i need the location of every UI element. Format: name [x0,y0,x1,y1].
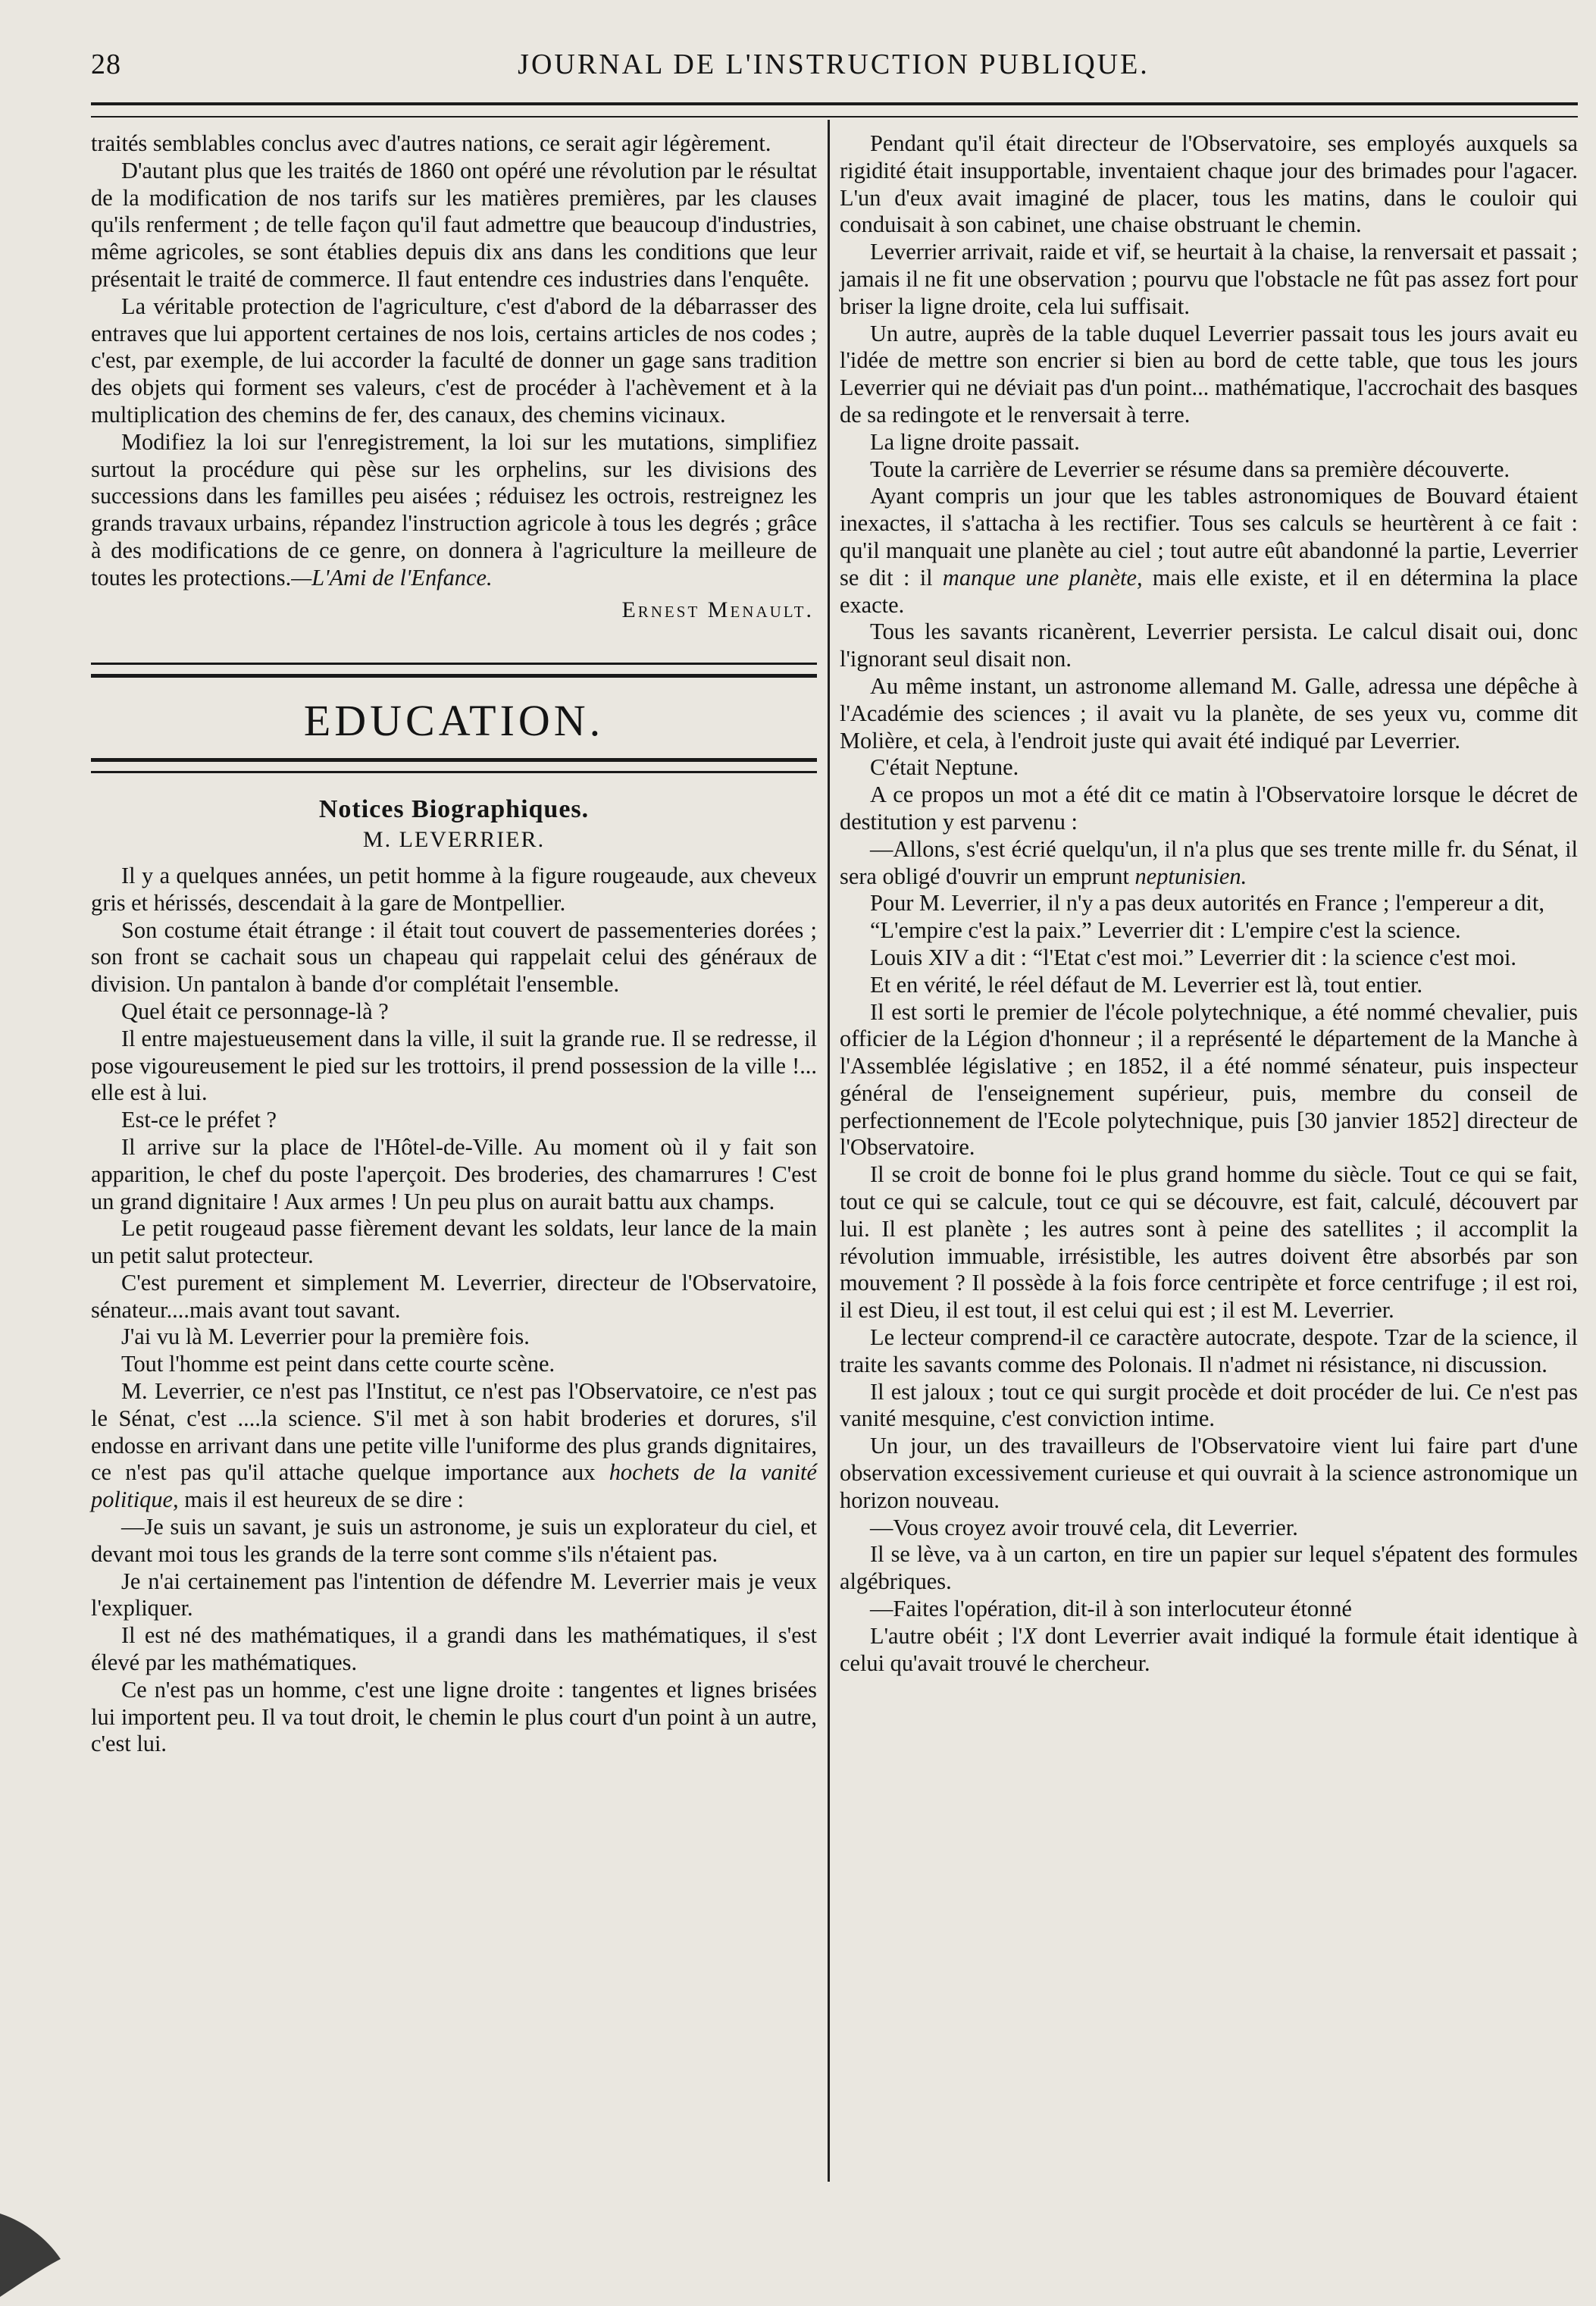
paragraph: Pendant qu'il était directeur de l'Observatoire, ses employés auxquels sa rigidité était insupportable, inventaient chaque jour des brimades pour l'agacer. L'un d'eux avait imaginé de placer, tous les matins, dans le couloir qui conduisait à son cabinet, une chaise obstruant le chemin. [840,130,1578,238]
paragraph: Il est sorti le premier de l'école polytechnique, a été nommé chevalier, puis officier de la Légion d'honneur ; il a représenté le département de la Manche à l'Assemblée législative ; en 1852, il a été nommé sénateur, puis inspecteur général de l'enseignement supérieur, puis, membre du conseil de perfectionnement de l'Ecole polytechnique, puis [30 janvier 1852] directeur de l'Observatoire. [840,998,1578,1161]
header-double-rule [91,102,1578,117]
paragraph: Toute la carrière de Leverrier se résume dans sa première découverte. [870,456,1510,482]
paragraph-text: mais elle existe, et il en détermina la place exacte. [840,564,1578,618]
paragraph: Un jour, un des travailleurs de l'Observatoire vient lui faire part d'une observation excessivement curieuse et qui ouvrait à la science astronomique un horizon nouveau. [840,1433,1578,1513]
paragraph: C'était Neptune. [870,754,1019,781]
italic-phrase: X [1022,1622,1037,1649]
paragraph: Louis XIV a dit : “l'Etat c'est moi.” Leverrier dit : la science c'est moi. [870,944,1517,970]
italic-phrase: manque une planète, [942,564,1143,591]
page-header [91,42,1576,87]
paragraph: Tous les savants ricanèrent, Leverrier persista. Le calcul disait oui, donc l'ignorant seul disait non. [840,619,1578,672]
section-separator [91,663,817,678]
paragraph: Le petit rougeaud passe fièrement devant les soldats, leur lance de la main un petit salut protecteur. [91,1215,817,1269]
paragraph: “L'empire c'est la paix.” Leverrier dit : L'empire c'est la science. [870,917,1461,944]
italic-phrase: neptunisien. [1134,863,1247,889]
paragraph [91,429,817,592]
paragraph: Il entre majestueusement dans la ville, il suit la grande rue. Il se redresse, il pose vigoureusement le pied sur les trottoirs, il prend possession de la ville !... elle est à lui. [91,1025,817,1106]
paragraph: Au même instant, un astronome allemand M. Galle, adressa une dépêche à l'Académie des sciences ; il avait vu la planète, de ses yeux vu, comme dit Molière, et cela, à l'endroit juste qui avait été indiqué par Leverrier. [840,672,1578,754]
right-column [840,130,1578,1677]
paragraph: Il se lève, va à un carton, en tire un papier sur lequel s'épatent des formules algébriques. [840,1541,1578,1595]
paragraph-text: dont Leverrier avait indiqué la formule était identique à celui qu'avait trouvé le chercheur. [840,1622,1578,1676]
article-subheading: M. LEVERRIER. [362,827,546,853]
left-column [91,130,817,1758]
author-signature: Ernest Menault. [621,597,814,622]
paragraph: Il y a quelques années, un petit homme à la figure rougeaude, aux cheveux gris et hérissés, descendait à la gare de Montpellier. [91,862,817,916]
section-separator [91,758,817,773]
paragraph: Tout l'homme est peint dans cette courte scène. [121,1351,555,1377]
paragraph: Et en vérité, le réel défaut de M. Leverrier est là, tout entier. [870,971,1423,998]
running-title: JOURNAL DE L'INSTRUCTION PUBLIQUE. [518,49,1150,80]
paragraph [91,1378,817,1514]
paragraph: D'autant plus que les traités de 1860 ont opéré une révolution par le résultat de la modification de nos tarifs sur les matières premières, par les clauses qu'ils renferment ; de telle façon qu'il faut admettre que beaucoup d'industries, même agricoles, se sont établies depuis dix ans dans les conditions que leur présentait le traité de commerce. Il faut entendre ces industries dans l'enquête. [91,157,817,292]
paragraph: Il se croit de bonne foi le plus grand homme du siècle. Tout ce qui se fait, tout ce qui se calcule, tout ce qui se découvre, est fait, calculé, découvert par lui. Il est planète ; les autres sont à peine des satellites ; il accomplit la révolution immuable, irrésistible, les autres doivent être absorbés par son mouvement ? Il possède à la fois force centripète et force centrifuge ; il est roi, il est Dieu, il est tout, il est celui qui est ; il est M. Leverrier. [840,1161,1578,1324]
paragraph-text: mais il est heureux de se dire : [184,1487,465,1513]
paragraph: Quel était ce personnage-là ? [121,998,389,1024]
paragraph: —Je suis un savant, je suis un astronome, je suis un explorateur du ciel, et devant moi tous les grands de la terre sont comme s'ils n'étaient pas. [91,1514,817,1567]
paragraph: —Faites l'opération, dit-il à son interlocuteur étonné [870,1596,1352,1622]
source-citation: —L'Ami de l'Enfance. [291,564,493,591]
paragraph: A ce propos un mot a été dit ce matin à l'Observatoire lorsque le décret de destitution y est parvenu : [840,782,1578,835]
paragraph [840,483,1578,619]
paragraph: Un autre, auprès de la table duquel Leverrier passait tous les jours avait eu l'idée de mettre son encrier si bien au bord de cette table, que tous les jours Leverrier qui ne déviait pas d'un point... mathématique, l'accrochait des basques de sa redingote et le renversait à terre. [840,320,1578,428]
paragraph-text: L'autre obéit ; l' [870,1622,1023,1649]
paragraph: Son costume était étrange : il était tout couvert de passementeries dorées ; son front se cachait sous un chapeau qui rappelait celui des généraux de division. Un pantalon à bande d'or complétait l'ensemble. [91,916,817,998]
paragraph [840,1623,1578,1678]
italic-phrase: hochets de la vanité politique, [91,1459,817,1513]
paragraph: Il arrive sur la place de l'Hôtel-de-Ville. Au moment où il y fait son apparition, le chef du poste l'aperçoit. Des broderies, des chamarrures ! C'est un grand dignitaire ! Aux armes ! Un peu plus on aurait battu aux champs. [91,1133,817,1214]
article-heading: Notices Biographiques. [318,795,590,824]
paragraph-text: —Allons, s'est écrié quelqu'un, il n'a plus que ses trente mille fr. du Sénat, il sera obligé d'ouvrir un emprunt [840,835,1578,889]
paragraph: La véritable protection de l'agriculture, c'est d'abord de la débarrasser des entraves que lui apportent certaines de nos lois, certains articles de nos codes ; c'est, par exemple, de lui accorder la faculté de donner un gage sans tradition des objets qui forment ses valeurs, c'est de procéder à l'achèvement et à la multiplication des chemins de fer, des canaux, des chemins vicinaux. [91,293,817,428]
paragraph: Le lecteur comprend-il ce caractère autocrate, despote. Tzar de la science, il traite les savants comme des Polonais. Il n'admet ni résistance, ni discussion. [840,1324,1578,1377]
paragraph: —Vous croyez avoir trouvé cela, dit Leverrier. [870,1514,1298,1540]
paragraph: Il est né des mathématiques, il a grandi dans les mathématiques, il s'est élevé par les mathématiques. [91,1622,817,1676]
paragraph-text: Ayant compris un jour que les tables astronomiques de Bouvard étaient inexactes, il s'attacha à les rectifier. Tous ses calculs se heurtèrent à ce fait : qu'il manquait une planète au ciel ; tout autre eût abandonné la partie, Leverrier se dit : il [840,483,1578,591]
column-divider [828,120,830,2182]
paragraph: C'est purement et simplement M. Leverrier, directeur de l'Observatoire, sénateur....mais avant tout savant. [91,1269,817,1323]
section-title: EDUCATION. [303,696,605,746]
paragraph: Je n'ai certainement pas l'intention de défendre M. Leverrier mais je veux l'expliquer. [91,1568,817,1621]
paragraph: Est-ce le préfet ? [121,1107,277,1133]
page-number: 28 [91,49,121,80]
paragraph: traités semblables conclus avec d'autres nations, ce serait agir légèrement. [91,130,771,156]
paragraph: Leverrier arrivait, raide et vif, se heurtait à la chaise, la renversait et passait ; jamais il ne fit une observation ; pourvu que l'obstacle ne fût pas assez fort pour briser la ligne droite, cela lui suffisait. [840,239,1578,319]
paragraph-text: M. Leverrier, ce n'est pas l'Institut, ce n'est pas l'Observatoire, ce n'est pas le Sénat, c'est ....la science. S'il met à son habit broderies et dorures, s'il endosse en arrivant dans une petite ville l'uniforme des plus grands dignitaires, ce n'est pas qu'il attache quelque importance aux [91,1378,817,1486]
ink-smudge [0,2183,83,2304]
paragraph: Il est jaloux ; tout ce qui surgit procède et doit procéder de lui. Ce n'est pas vanité mesquine, c'est conviction intime. [840,1378,1578,1432]
paragraph: Ce n'est pas un homme, c'est une ligne droite : tangentes et lignes brisées lui importent peu. Il va tout droit, le chemin le plus court d'un point à un autre, c'est lui. [91,1676,817,1757]
paragraph: La ligne droite passait. [870,428,1080,455]
paragraph: J'ai vu là M. Leverrier pour la première fois. [121,1324,530,1350]
paragraph: Pour M. Leverrier, il n'y a pas deux autorités en France ; l'empereur a dit, [870,890,1544,916]
paragraph-text: Modifiez la loi sur l'enregistrement, la loi sur les mutations, simplifiez surtout la procédure qui pèse sur les orphelins, sur les divisions des successions dans les familles peu aisées ; réduisez les octrois, restreignez les grands travaux urbains, répandez l'instruction agricole à tous les degrés ; grâce à des modifications de ce genre, on donnera à l'agriculture la meilleure de toutes les protections. [91,428,817,591]
paragraph [840,836,1578,891]
